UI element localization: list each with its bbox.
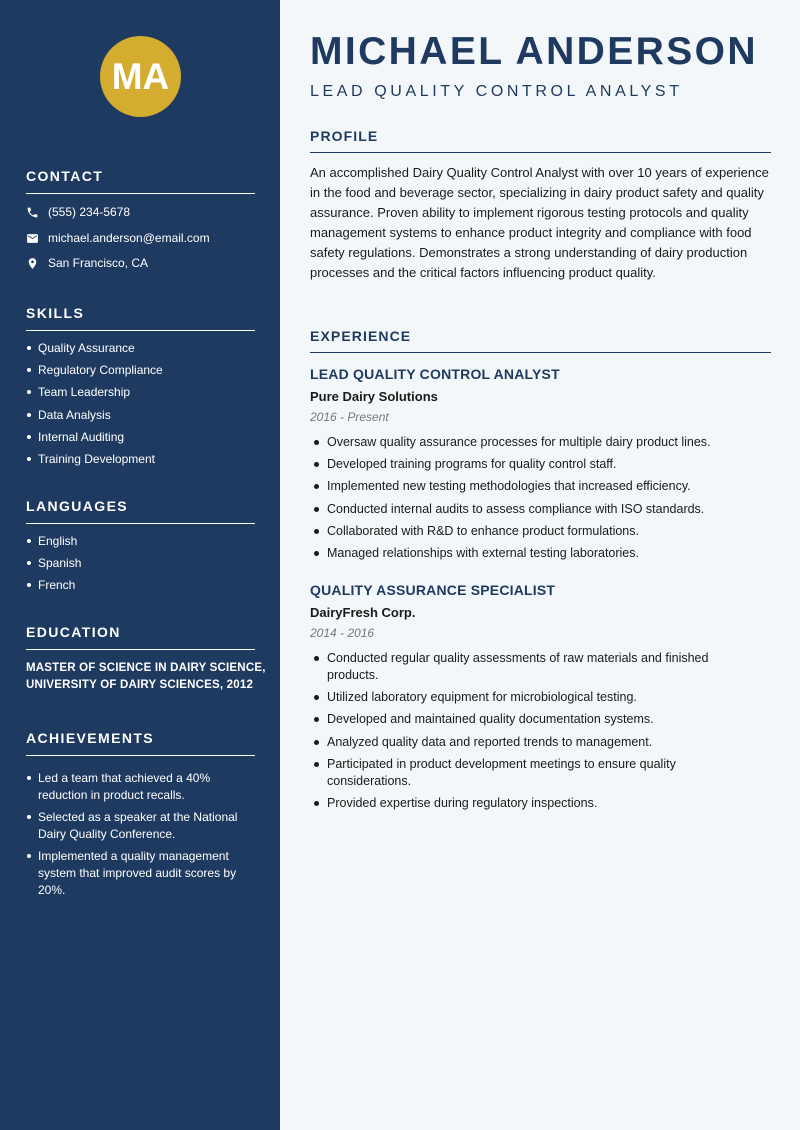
job-bullet: Developed and maintained quality documentation systems. — [310, 711, 760, 728]
email-text: michael.anderson@email.com — [48, 231, 210, 245]
job-bullet: Conducted regular quality assessments of raw materials and finished products. — [310, 650, 760, 684]
job-bullet: Participated in product development meetings to ensure quality considerations. — [310, 756, 760, 790]
contact-heading: CONTACT — [26, 168, 255, 194]
profile-heading: PROFILE — [310, 128, 771, 153]
skill-item: Regulatory Compliance — [26, 362, 255, 384]
job-title: LEAD QUALITY CONTROL ANALYST — [310, 366, 560, 382]
candidate-name: MICHAEL ANDERSON — [310, 30, 758, 73]
languages-heading: LANGUAGES — [26, 498, 255, 524]
skills-list — [26, 340, 255, 473]
job-dates: 2014 - 2016 — [310, 626, 375, 640]
skill-item: Training Development — [26, 451, 255, 473]
skill-item: Internal Auditing — [26, 429, 255, 451]
language-item: English — [26, 533, 255, 555]
job-bullets — [310, 434, 760, 567]
achievements-heading: ACHIEVEMENTS — [26, 730, 255, 756]
job-company: DairyFresh Corp. — [310, 605, 416, 620]
phone-icon — [26, 206, 39, 219]
phone-text: (555) 234-5678 — [48, 205, 131, 219]
education-entry — [26, 660, 266, 694]
language-item: Spanish — [26, 555, 255, 577]
job-bullet: Managed relationships with external testing laboratories. — [310, 545, 760, 562]
language-item: French — [26, 577, 255, 599]
job-bullet: Conducted internal audits to assess compliance with ISO standards. — [310, 501, 760, 518]
languages-list — [26, 533, 255, 600]
job-bullet: Developed training programs for quality control staff. — [310, 456, 760, 473]
education-school: UNIVERSITY OF DAIRY SCIENCES, 2012 — [26, 679, 254, 691]
achievements-list — [26, 770, 255, 904]
job-bullet: Utilized laboratory equipment for microbiological testing. — [310, 689, 760, 706]
education-degree: MASTER OF SCIENCE IN DAIRY SCIENCE, — [26, 662, 266, 674]
job-bullet: Collaborated with R&D to enhance product formulations. — [310, 523, 760, 540]
sidebar — [0, 0, 280, 1130]
location-pin-icon — [26, 257, 39, 270]
job-title: QUALITY ASSURANCE SPECIALIST — [310, 582, 556, 598]
skills-heading: SKILLS — [26, 305, 255, 331]
contact-location — [26, 256, 148, 270]
achievement-item: Implemented a quality management system that improved audit scores by 20%. — [26, 848, 255, 899]
job-bullet: Implemented new testing methodologies that increased efficiency. — [310, 478, 760, 495]
skill-item: Quality Assurance — [26, 340, 255, 362]
contact-phone — [26, 205, 130, 219]
job-company: Pure Dairy Solutions — [310, 389, 438, 404]
avatar — [100, 36, 181, 117]
contact-email — [26, 231, 210, 245]
job-bullet: Analyzed quality data and reported trends to management. — [310, 734, 760, 751]
candidate-title: LEAD QUALITY CONTROL ANALYST — [310, 83, 683, 100]
avatar-initials: MA — [111, 55, 170, 97]
achievement-item: Selected as a speaker at the National Dairy Quality Conference. — [26, 809, 255, 843]
mail-icon — [26, 232, 39, 245]
main-content — [280, 0, 800, 1130]
job-dates: 2016 - Present — [310, 410, 389, 424]
achievement-item: Led a team that achieved a 40% reduction in product recalls. — [26, 770, 255, 804]
job-bullets — [310, 650, 760, 817]
location-text: San Francisco, CA — [48, 256, 149, 270]
experience-heading: EXPERIENCE — [310, 328, 771, 353]
job-bullet: Oversaw quality assurance processes for multiple dairy product lines. — [310, 434, 760, 451]
skill-item: Data Analysis — [26, 407, 255, 429]
education-heading: EDUCATION — [26, 624, 255, 650]
skill-item: Team Leadership — [26, 384, 255, 406]
profile-text: An accomplished Dairy Quality Control Analyst with over 10 years of experience in the food and beverage sector, specializing in dairy product safety and quality assurance. Proven ability to implement rigorous testing protocols and quality management systems to enhance product integrity and compliance with food safety regulations. Demonstrates a strong understanding of dairy production processes and the critical factors influencing product quality. — [310, 165, 769, 280]
job-bullet: Provided expertise during regulatory inspections. — [310, 795, 760, 812]
